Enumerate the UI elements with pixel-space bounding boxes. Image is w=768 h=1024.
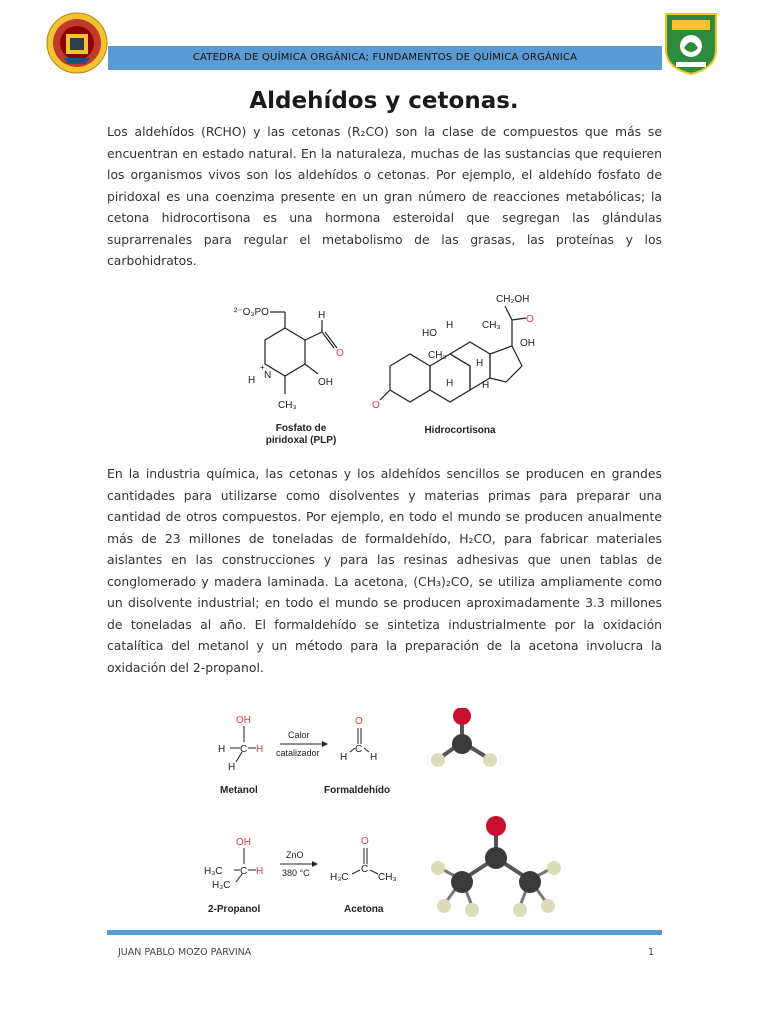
plp-n-text: N	[264, 370, 272, 381]
metanol-h-left-text: H	[218, 744, 226, 755]
hydro-ring-o-text: O	[372, 400, 380, 411]
hydro-h1-text: H	[446, 320, 454, 331]
propanol-label: 2-Propanol	[208, 904, 261, 915]
hydro-h4-text: H	[482, 380, 490, 391]
page-number: 1	[648, 947, 655, 958]
plp-aldehyde-o-text: O	[336, 348, 344, 359]
formaldehyde-o-text: O	[355, 716, 363, 727]
propanol-h-text: H	[256, 866, 264, 877]
intro-paragraph: Los aldehídos (RCHO) y las cetonas (R₂CO) son la clase de compuestos que más se encuentran en estado natural. En la naturaleza, muchas de las sustancias que requieren los organismos vivos son los aldehídos o cetonas. Por ejemplo, el aldehído fosfato de piridoxal es una coenzima presente en un gran número de reacciones metabólicas; la cetona hidrocortisona es una hormona esteroidal que segregan las glándulas suprarrenales para regular el metabolismo de las grasas, las proteínas y los carbohidratos.	[107, 124, 662, 268]
formaldehyde-3d-model	[431, 708, 497, 767]
formaldehyde-c-text: C	[355, 744, 363, 755]
plp-caption-line2: piridoxal (PLP)	[265, 435, 337, 446]
footer-divider	[107, 930, 662, 935]
plp-phosphate-text: ²⁻O₃PO	[234, 307, 269, 318]
university-seal-icon	[46, 12, 108, 74]
formaldehyde-h-right-text: H	[370, 752, 378, 763]
metanol-h-right-text: H	[256, 744, 264, 755]
reactions-figure	[200, 708, 570, 928]
metanol-h-bottom-text: H	[228, 762, 236, 773]
metanol-label: Metanol	[220, 785, 258, 796]
hydro-ch3b-text: CH₃	[428, 350, 447, 361]
acetone-3d-model	[431, 816, 561, 917]
plp-caption-line1: Fosfato de	[275, 423, 327, 434]
hydro-oh-text: OH	[520, 338, 535, 349]
formaldehyde-h-left-text: H	[340, 752, 348, 763]
footer-author: JUAN PABLO MOZO PARVINA	[118, 947, 252, 958]
propanol-oh-text: OH	[236, 837, 251, 848]
hydro-ketone-o-text: O	[526, 314, 534, 325]
formaldehyde-label: Formaldehído	[324, 785, 391, 796]
hydro-ch2oh-text: CH₂OH	[496, 294, 530, 305]
acetone-c-text: C	[361, 864, 369, 875]
arrow1-bottom-text: catalizador	[276, 748, 320, 758]
hydro-ch3a-text: CH₃	[482, 320, 501, 331]
industry-paragraph: En la industria química, las cetonas y los aldehídos sencillos se producen en grandes cantidades para utilizarse como disolventes y materias primas para preparar una cantidad de otros compuestos. Por ejemplo, en todo el mundo se producen anualmente más de 23 millones de toneladas de formaldehído, H₂CO, para fabricar materiales aislantes en las construcciones y para las resinas adhesivas que unen tablas de conglomerado y madera laminada. La acetona, (CH₃)₂CO, se utiliza ampliamente como un disolvente industrial; en todo el mundo se producen aproximadamente 3.3 millones de toneladas al año. El formaldehído se sintetiza industrialmente por la oxidación catalítica del metanol y un método para la preparación de la acetona involucra la oxidación del 2-propanol.	[107, 466, 662, 675]
acetone-ch3-text: CH₃	[378, 872, 397, 883]
plp-ch3-text: CH₃	[278, 400, 297, 411]
plp-nh-h-text: H	[248, 375, 256, 386]
hydro-ho-text: HO	[422, 328, 437, 339]
propanol-h3c-b-text: H₃C	[212, 880, 231, 891]
hydro-h2-text: H	[476, 358, 484, 369]
plp-aldehyde-h-text: H	[318, 310, 326, 321]
page-title: Aldehídos y cetonas.	[249, 88, 519, 114]
arrow2-top-text: ZnO	[286, 850, 304, 860]
header-banner: CATEDRA DE QUÍMICA ORGÁNICA; FUNDAMENTOS DE QUÍMICA ORGÁNICA	[108, 46, 662, 70]
hydrocortisone-caption: Hidrocortisona	[424, 425, 496, 436]
arrow2-bottom-text: 380 °C	[282, 868, 310, 878]
arrow1-top-text: Calor	[288, 730, 310, 740]
propanol-h3c-a-text: H₃C	[204, 866, 223, 877]
acetone-label: Acetona	[344, 904, 384, 915]
acetone-o-text: O	[361, 836, 369, 847]
plp-plus-text: +	[260, 363, 265, 372]
hydro-h3-text: H	[446, 378, 454, 389]
acetone-h3c-text: H₃C	[330, 872, 349, 883]
faculty-shield-icon	[662, 10, 720, 76]
propanol-c-text: C	[240, 866, 248, 877]
metanol-c-text: C	[240, 744, 248, 755]
plp-oh-text: OH	[318, 377, 333, 388]
metanol-oh-text: OH	[236, 715, 251, 726]
